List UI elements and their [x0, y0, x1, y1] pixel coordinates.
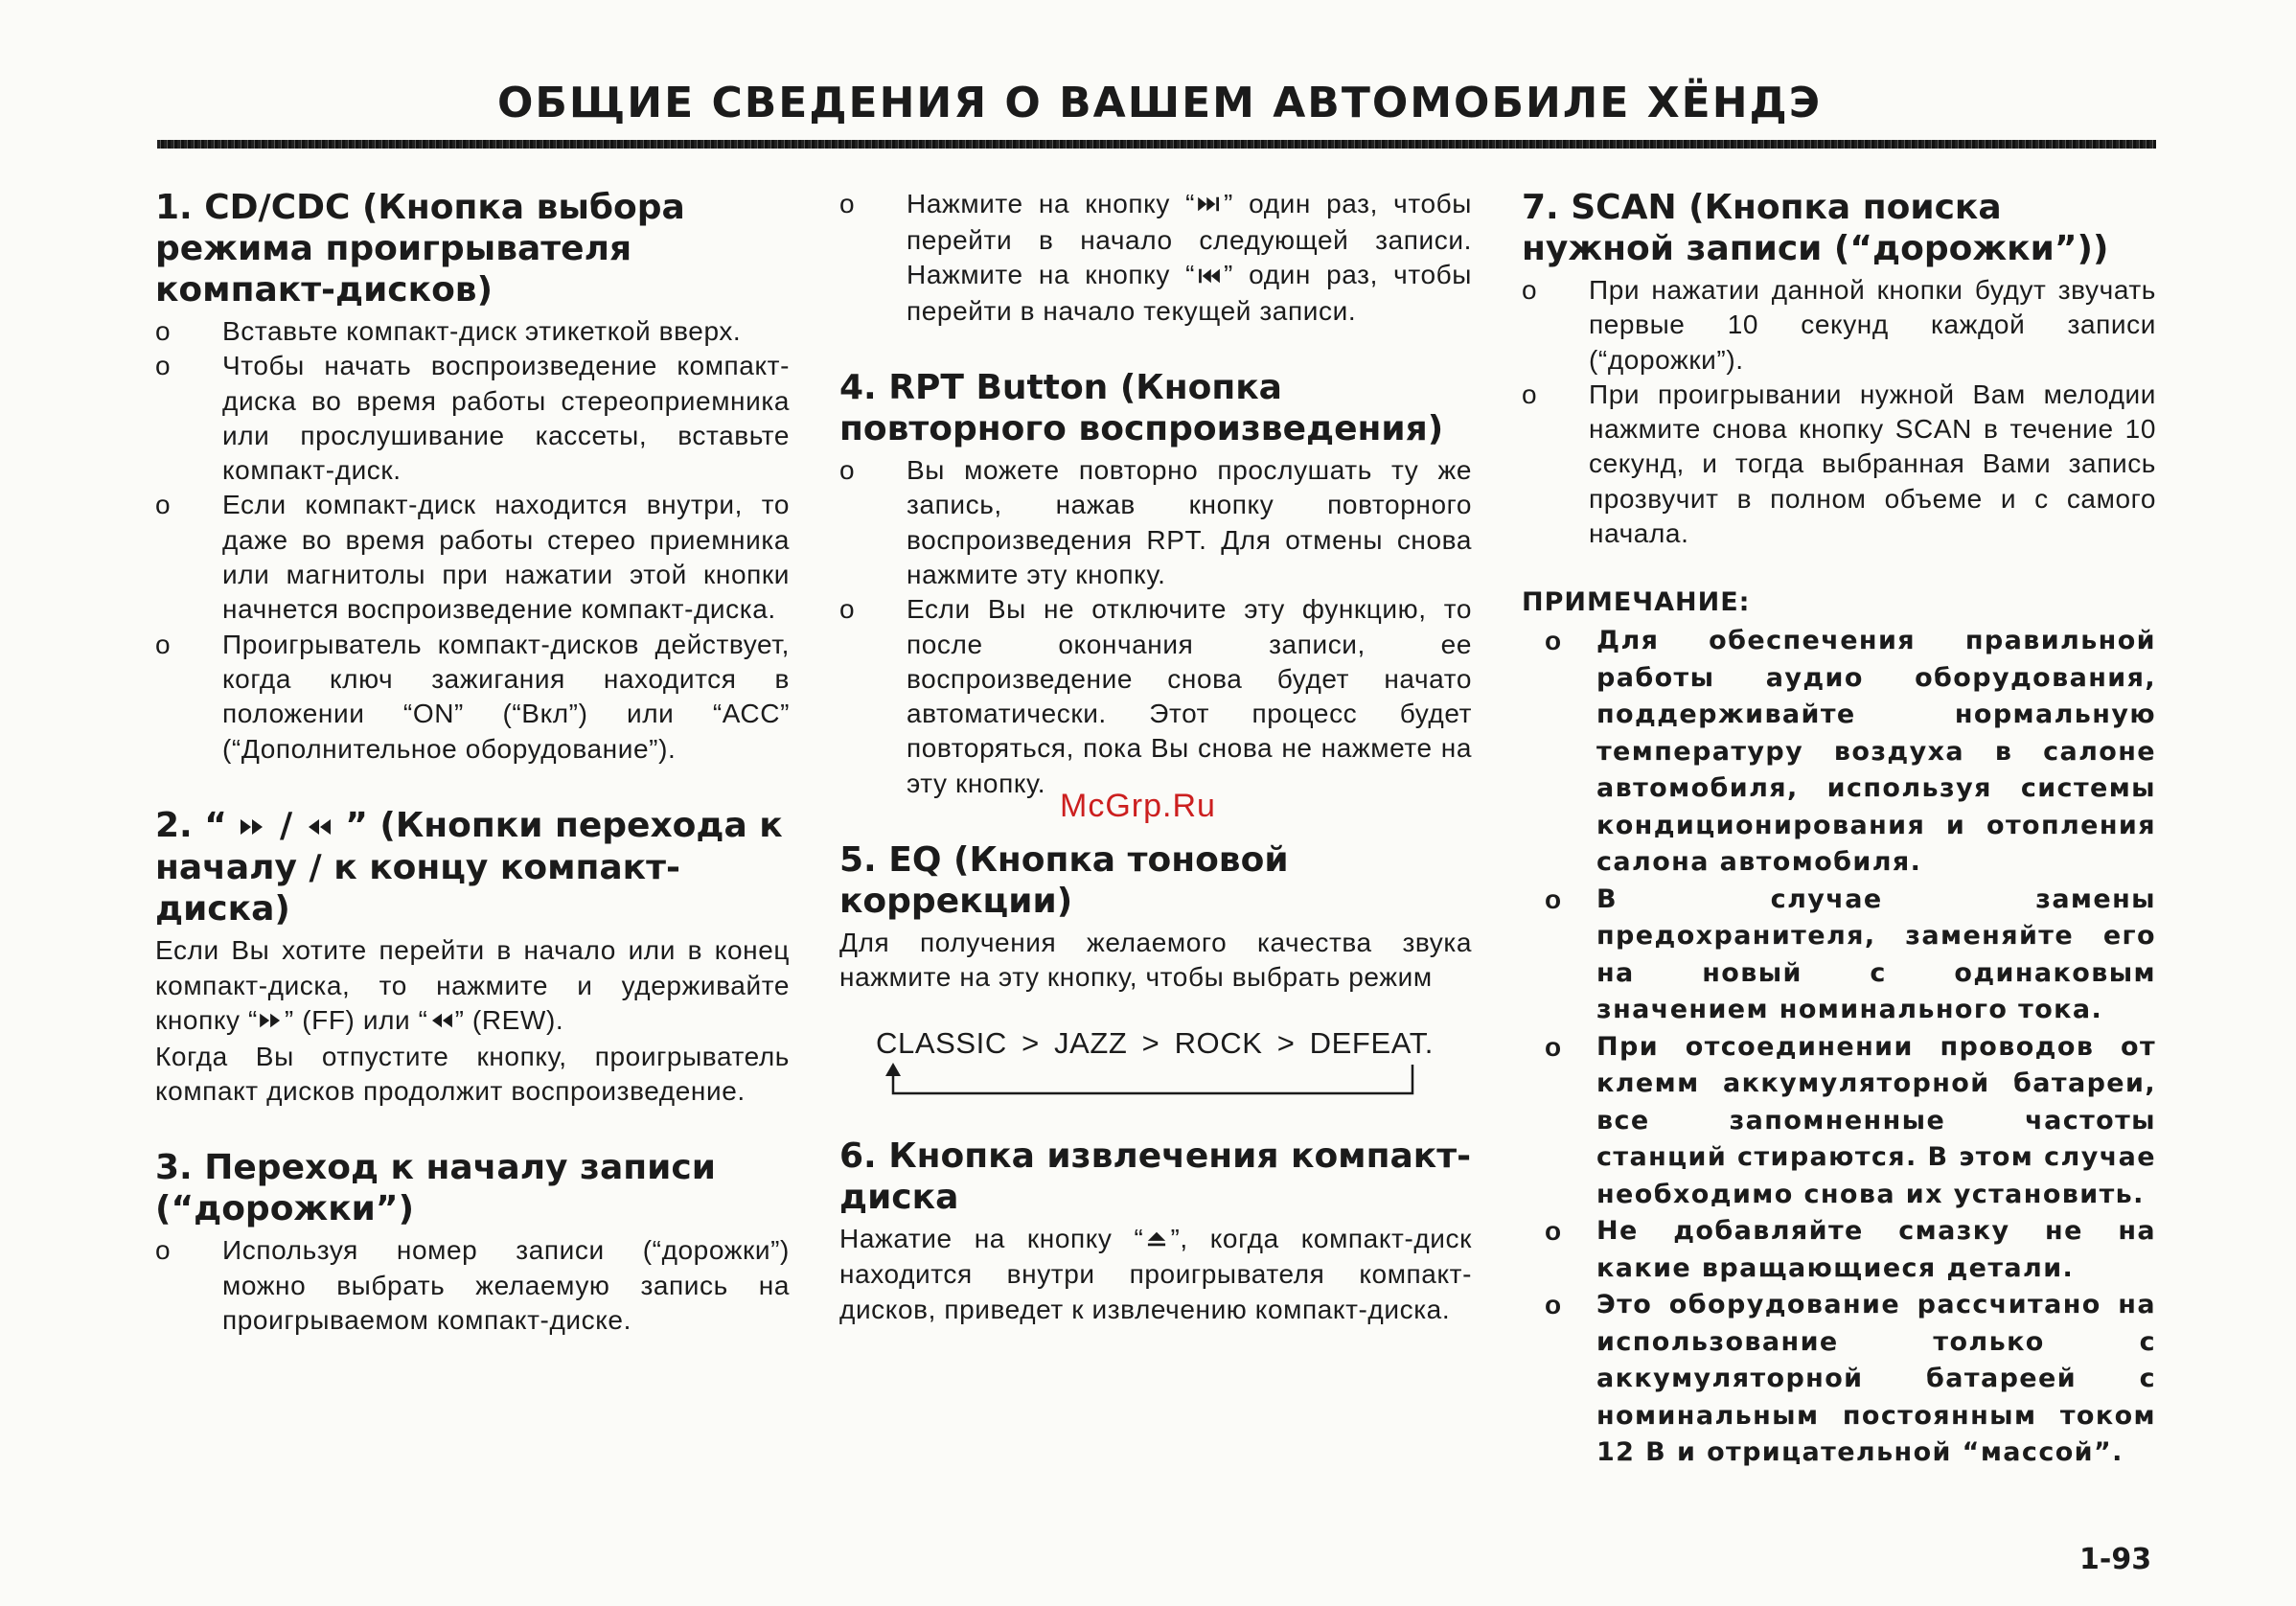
list-item	[839, 187, 1472, 329]
rewind-icon	[428, 1004, 455, 1039]
list-item-text: При нажатии данной кнопки будут звучать первые 10 секунд каждой записи (“дорожки”).	[1589, 275, 2156, 375]
list-item-text: Чтобы начать воспроизведение компакт-диска во время работы стереоприемника или прослушивание кассеты, вставьте компакт-диск.	[222, 351, 790, 486]
note-item-text: При отсоединении проводов от клемм аккумуляторной батареи, все запомненные частоты станций стираются. В этом случае необходимо снова их установить.	[1596, 1031, 2156, 1209]
list-item-text: При проигрывании нужной Вам мелодии нажмите снова кнопку SCAN в течение 10 секунд, и тогда выбранная Вами запись прозвучит в полном объеме и с самого начала.	[1589, 379, 2156, 549]
bullet: o	[155, 316, 171, 346]
section-1-title: 1. CD/CDC (Кнопка выбора режима проигрывателя компакт-дисков)	[155, 188, 685, 310]
bullet: o	[155, 1235, 171, 1266]
list-item	[155, 1233, 790, 1338]
bullet: o	[155, 490, 171, 520]
page-title: ОБЩИЕ СВЕДЕНИЯ О ВАШЕМ АВТОМОБИЛЕ ХЁНДЭ	[496, 79, 1823, 127]
eq-mode-sequence: CLASSIC > JAZZ > ROCK > DEFEAT.	[876, 1025, 1435, 1060]
section-2-title-suffix: ” (Кнопки перехода к началу / к концу компакт-диска)	[155, 805, 783, 929]
section-6-paragraph	[839, 1222, 1472, 1327]
note-item-text: Для обеспечения правильной работы аудио оборудования, поддерживайте нормальную температуру воздуха в салоне автомобиля, используя системы кондиционирования и отопления салона автомобиля.	[1596, 626, 2156, 878]
page-number: 1-93	[2079, 1543, 2152, 1576]
bullet: o	[839, 455, 855, 486]
bullet: o	[1545, 1290, 1562, 1320]
watermark: McGrp.Ru	[1060, 788, 1216, 824]
bullet: o	[1545, 1216, 1562, 1247]
section-2-title: 2. “ / ” (Кнопки перехода к началу / к концу компакт-диска)	[155, 805, 783, 929]
note-item	[1522, 1287, 2156, 1472]
list-item	[839, 453, 1472, 592]
column-middle	[839, 187, 1472, 1327]
note-item	[1522, 623, 2156, 882]
list-item-text: Если компакт-диск находится внутри, то даже во время работы стерео приемника или магнитолы при нажатии этой кнопки начнется воспроизведение компакт-диска.	[222, 490, 790, 625]
section-4-title: 4. RPT Button (Кнопка повторного воспроизведения)	[839, 368, 1444, 449]
bullet: o	[155, 351, 171, 381]
note-item-text: В случае замены предохранителя, заменяйте его на новый с одинаковым значением номинального тока.	[1596, 883, 2156, 1025]
section-2-title-prefix: 2. “	[155, 805, 227, 845]
list-item-text: Если Вы не отключите эту функцию, то после окончания записи, ее воспроизведение снова будет начато автоматически. Этот процесс будет повторяться, пока Вы снова не нажмете на эту кнопку.	[907, 594, 1472, 798]
eject-icon	[1143, 1223, 1170, 1257]
bullet: o	[155, 629, 171, 659]
loop-arrow-icon	[876, 1063, 1451, 1101]
bullet: o	[1545, 883, 1562, 914]
list-item-text: Вы можете повторно прослушать ту же запись, нажав кнопку повторного воспроизведения RPT. Для отмены снова нажмите эту кнопку.	[907, 455, 1472, 589]
section-2-paragraph	[155, 933, 790, 1039]
paragraph-text: Нажатие на кнопку “	[839, 1223, 1144, 1253]
note-item	[1522, 882, 2156, 1029]
bullet: o	[839, 189, 855, 218]
paragraph-text: Если Вы хотите перейти в начало или в конец компакт-диска, то нажмите и удерживайте кнопку “	[155, 935, 790, 1035]
section-5-title: 5. EQ (Кнопка тоновой коррекции)	[839, 840, 1289, 922]
list-item	[1522, 273, 2156, 378]
bullet: o	[1545, 1031, 1562, 1062]
bullet: o	[1545, 626, 1562, 656]
section-6-title: 6. Кнопка извлечения компакт-диска	[839, 1136, 1472, 1217]
list-item-text: Вставьте компакт-диск этикеткой вверх.	[222, 316, 742, 346]
item-text: ” один раз, чтобы перейти в начало текущей записи.	[907, 260, 1472, 326]
list-item-text: Проигрыватель компакт-дисков действует, когда ключ зажигания находится в положении “ON” (“Вкл”) или “АСС” (“Дополнительное оборудование”).	[222, 629, 790, 764]
list-item	[155, 488, 790, 627]
paragraph-text: ”, когда компакт-диск находится внутри проигрывателя компакт-дисков, приведет к извлечению компакт-диска.	[839, 1223, 1472, 1324]
note-item	[1522, 1213, 2156, 1287]
section-2-paragraph-2: Когда Вы отпустите кнопку, проигрыватель компакт дисков продолжит воспроизведение.	[155, 1041, 790, 1106]
note-item-text: Это оборудование рассчитано на использование только с аккумуляторной батареей с номинальным постоянным током 12 В и отрицательной “массой”.	[1596, 1290, 2156, 1468]
list-item-text	[907, 187, 1472, 329]
list-item	[155, 628, 790, 767]
column-right	[1522, 187, 2156, 1472]
fast-forward-icon	[239, 806, 267, 847]
column-left	[155, 187, 790, 1338]
list-item	[155, 314, 790, 349]
bullet: o	[1522, 275, 1537, 305]
fast-forward-icon	[258, 1004, 285, 1039]
list-item	[1522, 378, 2156, 551]
section-3-title: 3. Переход к началу записи (“дорожки”)	[155, 1148, 716, 1229]
skip-previous-icon	[1195, 260, 1224, 294]
section-5-paragraph: Для получения желаемого качества звука нажмите на эту кнопку, чтобы выбрать режим	[839, 928, 1472, 993]
skip-next-icon	[1195, 188, 1224, 222]
note-item	[1522, 1029, 2156, 1214]
list-item	[155, 349, 790, 488]
bullet: o	[1522, 379, 1537, 409]
note-item-text: Не добавляйте смазку не на какие вращающиеся детали.	[1596, 1216, 2156, 1283]
paragraph-text: ” (FF) или “	[284, 1004, 428, 1035]
item-text: Нажмите на кнопку “	[907, 189, 1196, 218]
list-item	[839, 592, 1472, 801]
item-text: ” один раз, чтобы перейти в начало следующей записи. Нажмите на кнопку “	[907, 189, 1472, 290]
note-label: ПРИМЕЧАНИЕ:	[1522, 587, 1751, 618]
section-7-title: 7. SCAN (Кнопка поиска нужной записи (“дорожки”))	[1522, 188, 2109, 268]
rewind-icon	[305, 806, 333, 847]
bullet: o	[839, 594, 855, 625]
paragraph-text: ” (REW).	[454, 1004, 564, 1035]
header-divider	[157, 140, 2156, 149]
list-item-text: Используя номер записи (“дорожки”) можно выбрать желаемую запись на проигрываемом компакт-диске.	[222, 1235, 790, 1335]
